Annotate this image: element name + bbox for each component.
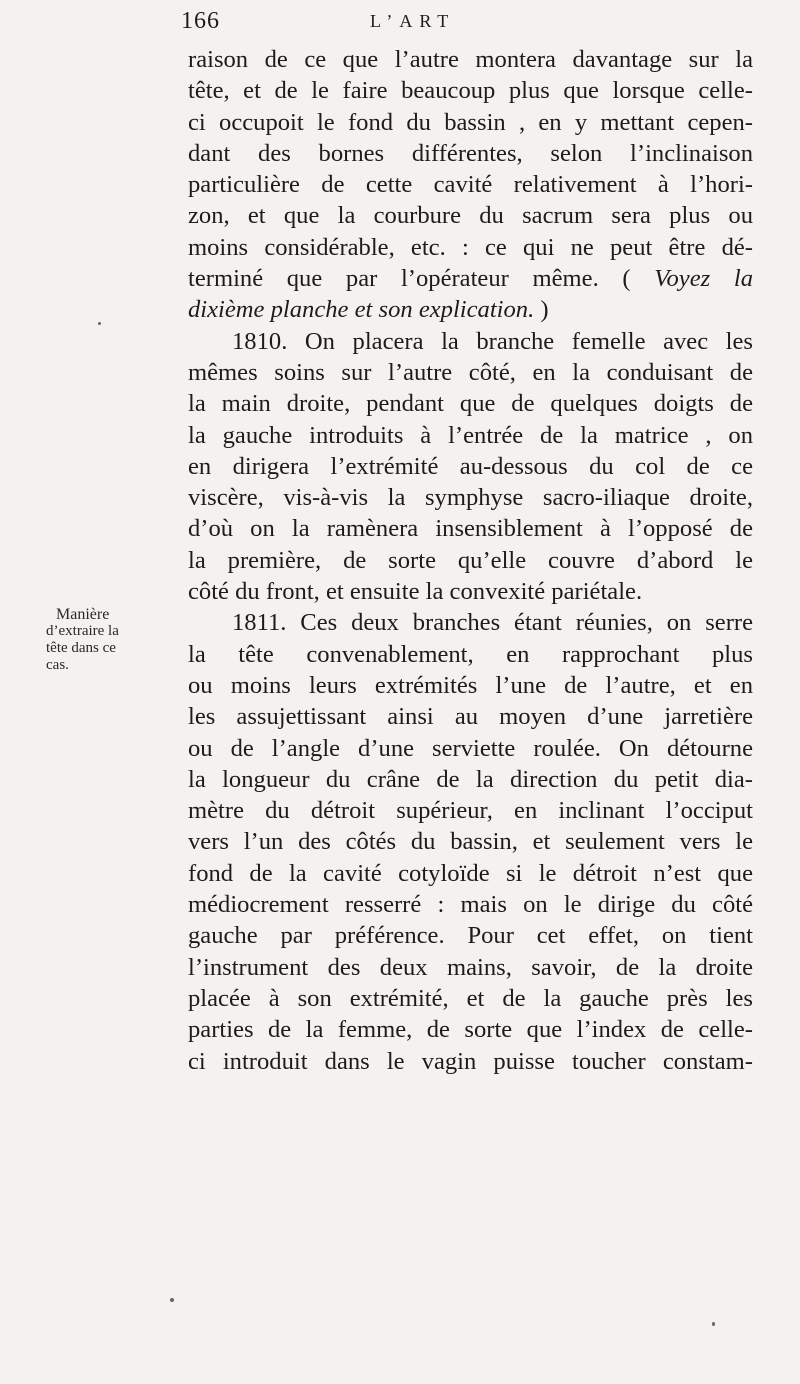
text-line: mêmes soins sur l’autre côté, en la conduisant de	[188, 358, 753, 386]
paper-speck	[170, 1298, 174, 1302]
text-line: moins considérable, etc. : ce qui ne peut être dé-	[188, 233, 753, 261]
text-line: vers l’un des côtés du bassin, et seulement vers le	[188, 828, 753, 856]
paragraph-1810-start: 1810. On placera la branche femelle avec les	[232, 327, 753, 355]
paragraph-1811-start: 1811. Ces deux branches étant réunies, on serre	[232, 609, 753, 637]
text-line: ci introduit dans le vagin puisse toucher constam-	[188, 1047, 753, 1075]
text-line: ou de l’angle d’une serviette roulée. On détourne	[188, 734, 753, 762]
text-line: parties de la femme, de sorte que l’index de celle-	[188, 1016, 753, 1044]
text-line-with-reference	[188, 263, 753, 294]
text-line: placée à son extrémité, et de la gauche près les	[188, 984, 753, 1012]
text-line: la première, de sorte qu’elle couvre d’abord le	[188, 546, 753, 574]
text-line: ou moins leurs extrémités l’une de l’autre, et en	[188, 671, 753, 699]
margin-note-line: tête dans ce	[46, 640, 116, 656]
paper-speck	[98, 322, 101, 325]
text-line: en dirigera l’extrémité au-dessous du col de ce	[188, 452, 753, 480]
cross-reference: dixième planche et son explication.	[188, 296, 535, 324]
running-head: L’ART	[370, 11, 456, 31]
margin-note-line: cas.	[46, 657, 69, 673]
text-line: gauche par préférence. Pour cet effet, on tient	[188, 922, 753, 950]
text-line: tête, et de le faire beaucoup plus que lorsque celle-	[188, 77, 753, 105]
text-line: médiocrement resserré : mais on le dirige du côté	[188, 891, 753, 919]
text-line: ci occupoit le fond du bassin , en y mettant cepen-	[188, 108, 753, 136]
paper-speck	[712, 1322, 715, 1326]
text-line: fond de la cavité cotyloïde si le détroit n’est que	[188, 859, 753, 887]
text-line: dant des bornes différentes, selon l’inclinaison	[188, 139, 753, 167]
text-line: la main droite, pendant que de quelques doigts de	[188, 390, 753, 418]
cross-reference: Voyez la	[654, 265, 753, 293]
text-line: côté du front, et ensuite la convexité pariétale.	[188, 578, 643, 606]
text-line: la tête convenablement, en rapprochant plus	[188, 640, 753, 668]
text-line: viscère, vis-à-vis la symphyse sacro-iliaque droite,	[188, 484, 753, 512]
margin-note-line: Manière	[56, 606, 110, 623]
body-text	[188, 44, 753, 1077]
text-segment: terminé que par l’opérateur même. (	[188, 265, 655, 293]
text-line: la gauche introduits à l’entrée de la matrice , on	[188, 421, 753, 449]
page-number: 166	[181, 8, 220, 34]
text-line: les assujettissant ainsi au moyen d’une jarretière	[188, 703, 753, 731]
text-line: zon, et que la courbure du sacrum sera plus ou	[188, 202, 753, 230]
text-line: particulière de cette cavité relativement à l’hori-	[188, 171, 753, 199]
text-line: d’où on la ramènera insensiblement à l’opposé de	[188, 515, 753, 543]
margin-note-line: d’extraire la	[46, 623, 119, 639]
text-line-with-reference	[188, 294, 753, 325]
text-line: l’instrument des deux mains, savoir, de la droite	[188, 953, 753, 981]
page-header	[175, 8, 635, 38]
text-line: la longueur du crâne de la direction du petit dia-	[188, 765, 753, 793]
text-line: mètre du détroit supérieur, en inclinant l’occiput	[188, 797, 753, 825]
margin-note	[46, 606, 186, 674]
text-segment: )	[534, 296, 549, 324]
text-line: raison de ce que l’autre montera davantage sur la	[188, 46, 753, 73]
